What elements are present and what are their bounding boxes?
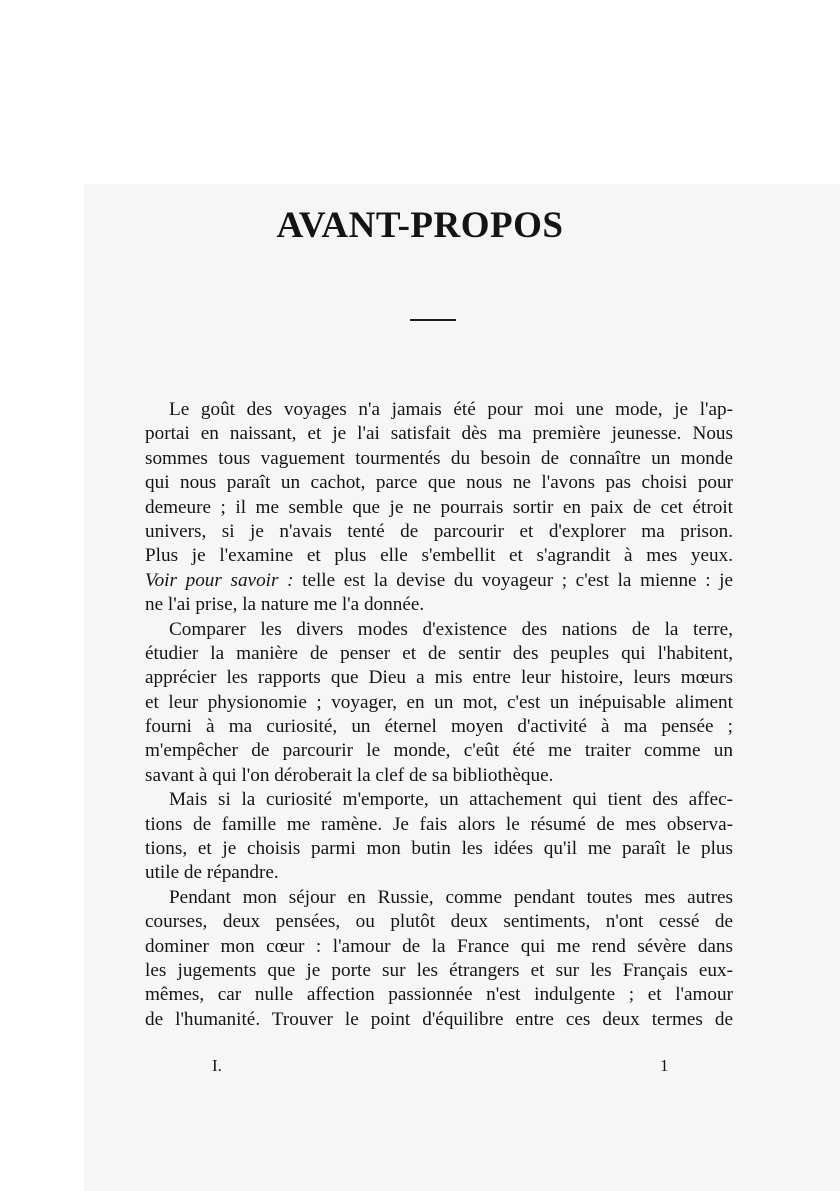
paragraph-2-line-5: fourni à ma curiosité, un éternel moyen d'activité à ma pensée ;	[145, 716, 733, 738]
paragraph-2-line-2: étudier la manière de penser et de sentir des peuples qui l'habitent,	[145, 642, 733, 664]
page-title: AVANT-PROPOS	[276, 205, 564, 246]
paragraph-1-line-4: qui nous paraît un cachot, parce que nous ne l'avons pas choisi pour	[145, 472, 733, 494]
body-text	[145, 398, 733, 1032]
paragraph-4-line-5: mêmes, car nulle affection passionnée n'est indulgente ; et l'amour	[145, 984, 733, 1006]
motto-text: Voir pour savoir :	[145, 569, 294, 591]
paragraph-3-line-3: tions, et je choisis parmi mon butin les idées qu'il me paraît le plus	[145, 838, 733, 860]
paragraph-4-line-2: courses, deux pensées, ou plutôt deux sentiments, n'ont cessé de	[145, 911, 733, 933]
paragraph-1-line-7: Plus je l'examine et plus elle s'embellit et s'agrandit à mes yeux.	[145, 545, 733, 567]
paragraph-1-line-5: demeure ; il me semble que je ne pourrais sortir en paix de cet étroit	[145, 496, 733, 518]
paragraph-2-line-6: m'empêcher de parcourir le monde, c'eût été me traiter comme un	[145, 740, 733, 762]
paragraph-2-line-3: apprécier les rapports que Dieu a mis entre leur histoire, leurs mœurs	[145, 667, 733, 689]
motto-line-rest: telle est la devise du voyageur ; c'est la mienne : je	[293, 569, 733, 591]
paragraph-4-line-3: dominer mon cœur : l'amour de la France qui me rend sévère dans	[145, 935, 733, 957]
paragraph-2-line-1: Comparer les divers modes d'existence des nations de la terre,	[169, 618, 733, 640]
signature-mark-right: 1	[660, 1056, 669, 1075]
signature-mark-left: I.	[212, 1056, 222, 1075]
paragraph-1-motto-line	[145, 569, 733, 593]
paragraph-2-line-4: et leur physionomie ; voyager, en un mot, c'est un inépuisable aliment	[145, 691, 733, 713]
paragraph-1-line-1: Le goût des voyages n'a jamais été pour moi une mode, je l'ap-	[169, 399, 733, 420]
paragraph-1-line-2: portai en naissant, et je l'ai satisfait dès ma première jeunesse. Nous	[145, 423, 733, 445]
paragraph-3-line-4: utile de répandre.	[145, 862, 279, 884]
paragraph-3-line-1: Mais si la curiosité m'emporte, un attachement qui tient des affec-	[169, 789, 733, 811]
paragraph-1-line-6: univers, si je n'avais tenté de parcourir et d'explorer ma prison.	[145, 520, 733, 542]
paragraph-4-line-1: Pendant mon séjour en Russie, comme pendant toutes mes autres	[169, 886, 733, 908]
paragraph-2-line-7: savant à qui l'on déroberait la clef de sa bibliothèque.	[145, 764, 554, 786]
paragraph-4-line-6: de l'humanité. Trouver le point d'équilibre entre ces deux termes de	[145, 1008, 733, 1030]
paragraph-1-line-3: sommes tous vaguement tourmentés du besoin de connaître un monde	[145, 447, 733, 469]
paragraph-4-line-4: les jugements que je porte sur les étrangers et sur les Français eux-	[145, 959, 733, 981]
paragraph-3-line-2: tions de famille me ramène. Je fais alors le résumé de mes observa-	[145, 813, 733, 835]
paragraph-1-closing-line: ne l'ai prise, la nature me l'a donnée.	[145, 594, 425, 616]
title-divider	[410, 319, 456, 321]
